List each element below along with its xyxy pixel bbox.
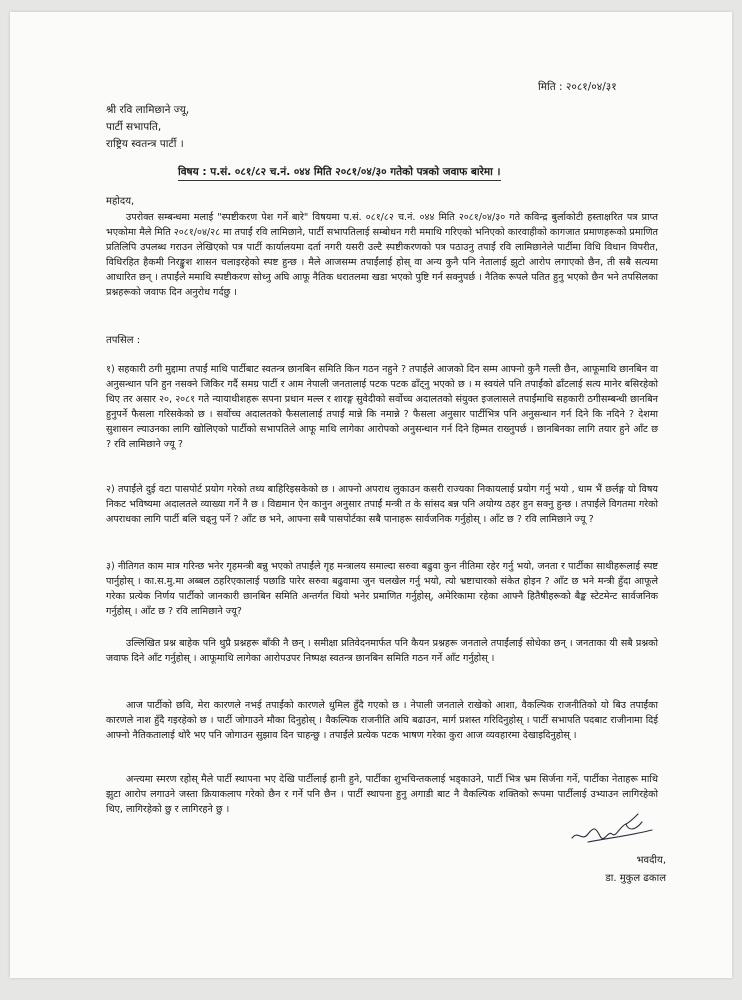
handwritten-signature bbox=[568, 808, 658, 850]
paragraph-party-image: आज पार्टीको छवि, मेरा कारणले नभई तपाईंको कारणले धुमिल हुँदै गएको छ । नेपाली जनताले राखेको आशा, वैकल्पिक राजनीतिको यो बिउ तपाईंका कारणले नाश हुँदै गइरहेको छ । पार्टी जोगाउने मौका दिनुहोस् । वैकल्पिक राजनीति अघि बढाउन, मार्ग प्रशस्त गरिदिनुहोस् । पार्टी सभापति पदबाट राजीनामा दिई आफ्नो नैतिकतालाई थोरै भए पनि जोगाउन सुझाव दिन चाहन्छु । तपाईंले प्रत्येक पटक भाषण गरेका कुरा आज व्यवहारमा देखाइदिनुहोस् । bbox=[106, 700, 658, 741]
signatory-name: डा. मुकुल ढकाल bbox=[605, 873, 666, 884]
letter-subject: विषय : प.सं. ०८१/८२ च.नं. ०४४ मिति २०८१/०४/३० गतेको पत्रको जवाफ बारेमा । bbox=[178, 165, 501, 181]
paragraph-conclusion: अन्त्यमा स्मरण रहोस् मैले पार्टी स्थापना भए देखि पार्टीलाई हानी हुने, पार्टीका शुभचिन्तकलाई भड्काउने, पार्टी भित्र भ्रम सिर्जना गर्ने, पार्टीका नेताहरू माथि झुटा आरोप लगाउने जस्ता क्रियाकलाप गरेको छैन र गर्ने पनि छैन । पार्टी स्थापना हुनु अगाडी बाट नै वैकल्पिक शक्तिको रूपमा पार्टीलाई उभ्याउन लागिरहेको थिए, लागिरहेको छु र लागिरहने छु । bbox=[106, 774, 658, 815]
point-2-paragraph: २) तपाईंले दुई वटा पासपोर्ट प्रयोग गरेको तथ्य बाहिरिइसकेको छ । आफ्नो अपराध लुकाउन कसरी राज्यका निकायलाई प्रयोग गर्नु भयो , धाम भैं छर्लङ्ग यो विषय निकट भविष्यमा अदालतले व्याख्या गर्ने नै छ । विद्यमान ऐन कानुन अनुसार तपाईं मन्त्री त के सांसद बन्न पनि अयोग्य ठहर हुन सक्नु हुन्छ । तपाईंले विगतमा गरेको अपराधका लागि पार्टी बलि चढ्नु पर्ने ? आँट छ भने, आफ्ना सबै पासपोर्टका सबै पानाहरू सार्वजनिक गर्नुहोस् । आँट छ ? रवि लामिछाने ज्यू ? bbox=[106, 484, 658, 525]
salutation: महोदय, bbox=[106, 196, 135, 207]
point-1-paragraph: १) सहकारी ठगी मुद्दामा तपाईं माथि पार्टीबाट स्वतन्त्र छानबिन समिति किन गठन नहुने ? तपाईंले आजको दिन सम्म आफ्नो कुनै गल्ती छैन, आफूमाथि छानबिन वा अनुसन्धान पनि हुन नसक्ने जिकिर गर्दै समग्र पार्टी र आम नेपाली जनतालाई पटक पटक ढाँट्नु भएको छ । म स्वयंले पनि तपाईंको ढाँटलाई सत्य मानेर बसिरहेको थिए तर असार २०, २०८१ गते न्यायाधीशहरू सपना प्रधान मल्ल र शारङ्ग सुवेदीको सर्वोच्च अदालतको संयुक्त इजलासले तपाईंमाथि सहकारी ठगीसम्बन्धी छानबिन हुनुपर्ने फैसला गरिसकेको छ । सर्वोच्च अदालतको फैसलालाई तपाईं मान्ने कि नमान्ने ? फैसला अनुसार पार्टीभित्र पनि अनुसन्धान गर्न दिने कि नदिने ? देशमा सुशासन ल्याउनका लागि खोलिएको पार्टीको सभापतिले आफू माथि लागेका आरोपको अनुसन्धान गर्न दिने हिम्मत राख्नुपर्छ । छानबिनका लागि तयार हुने आँट छ ? रवि लामिछाने ज्यू ? bbox=[106, 364, 658, 450]
recipient-block bbox=[106, 102, 189, 153]
recipient-title: पार्टी सभापति, bbox=[106, 121, 162, 133]
point-3-paragraph: ३) नीतिगत काम मात्र गरिन्छ भनेर गृहमन्त्री बन्नु भएको तपाईंले गृह मन्त्रालय समाल्दा सरुवा बढुवा कुन नीतिमा रहेर गर्नु भयो, जनता र पार्टीका साथीहरूलाई स्पष्ट पार्नुहोस् । का.स.मु.मा अब्बल ठहरिएकालाई पछाडि पारेर सरुवा बढुवामा जुन चलखेल गर्नु भयो, त्यो भ्रष्टाचारको संकेत होइन ? आँट छ भने मन्त्री हुँदा आफूले गरेका प्रत्येक निर्णय पार्टीको जानकारी छानबिन समिति अन्तर्गत थियो भनेर प्रमाणित गर्नुहोस्, अमेरिकामा रहेका आफ्नै हितैषीहरूको बैङ्क स्टेटमेन्ट सार्वजनिक गर्नुहोस् । आँट छ ? रवि लामिछाने ज्यू? bbox=[106, 561, 658, 617]
recipient-organization: राष्ट्रिय स्वतन्त्र पार्टी । bbox=[106, 138, 184, 150]
tapasil-heading: तपसिल : bbox=[106, 335, 141, 346]
closing-phrase: भवदीय, bbox=[636, 855, 666, 866]
closing-block bbox=[570, 852, 666, 888]
recipient-name: श्री रवि लामिछाने ज्यू, bbox=[106, 104, 190, 116]
paragraph-remaining-questions: उल्लिखित प्रश्न बाहेक पनि थुप्रै प्रश्नहरू बाँकी नै छन् । समीक्षा प्रतिवेदनमार्फत पनि कैयन प्रश्नहरू जनताले तपाईंलाई सोधेका छन् । जनताका यी सबै प्रश्नको जवाफ दिने आँट गर्नुहोस् । आफूमाथि लागेका आरोपउपर निष्पक्ष स्वतन्त्र छानबिन समिति गठन गर्ने आँट गर्नुहोस् । bbox=[106, 638, 658, 664]
letter-page bbox=[10, 12, 732, 978]
letter-date: मिति : २०८१/०४/३१ bbox=[538, 81, 617, 93]
intro-paragraph: उपरोक्त सम्बन्धमा मलाई "स्पष्टीकरण पेश गर्ने बारे" विषयमा प.सं. ०८१/८२ च.नं. ०४४ मिति २०८१/०४/३० गते कविन्द्र बुर्लाकोटी हस्ताक्षरित पत्र प्राप्त भएकोमा मैले मिति २०८१/०४/२८ मा तपाईं रवि लामिछाने, पार्टी सभापतिलाई सम्बोधन गरी ममाथि गरिएको भनिएको कारवाहीको कागजात प्रमाणहरूको प्रमाणित प्रतिलिपि उपलब्ध गराउन लेखिएको पत्र पार्टी कार्यालयमा दर्ता नगरी यसरी उल्टै स्पष्टीकरणको पत्र पठाउनु तपाईं रवि लामिछानेले पार्टीमा विधि विधान विपरीत, विधिरहित हैकमी निरङ्कुश शासन चलाइरहेको स्पष्ट हुन्छ । मैले आजसम्म तपाईंलाई होस् वा अन्य कुनै पनि नेतालाई झुटो आरोप लगाएको छैन, ती सबै सत्यमा आधारित छन् । तपाईंले ममाथि स्पष्टीकरण सोध्नु अघि आफू नैतिक धरातलमा खडा भएको पुष्टि गर्न सक्नुपर्छ । नैतिक रूपले पतित हुनु भएको छैन भने तपसिलका प्रश्नहरूको जवाफ दिन अनुरोध गर्दछु । bbox=[106, 212, 658, 298]
